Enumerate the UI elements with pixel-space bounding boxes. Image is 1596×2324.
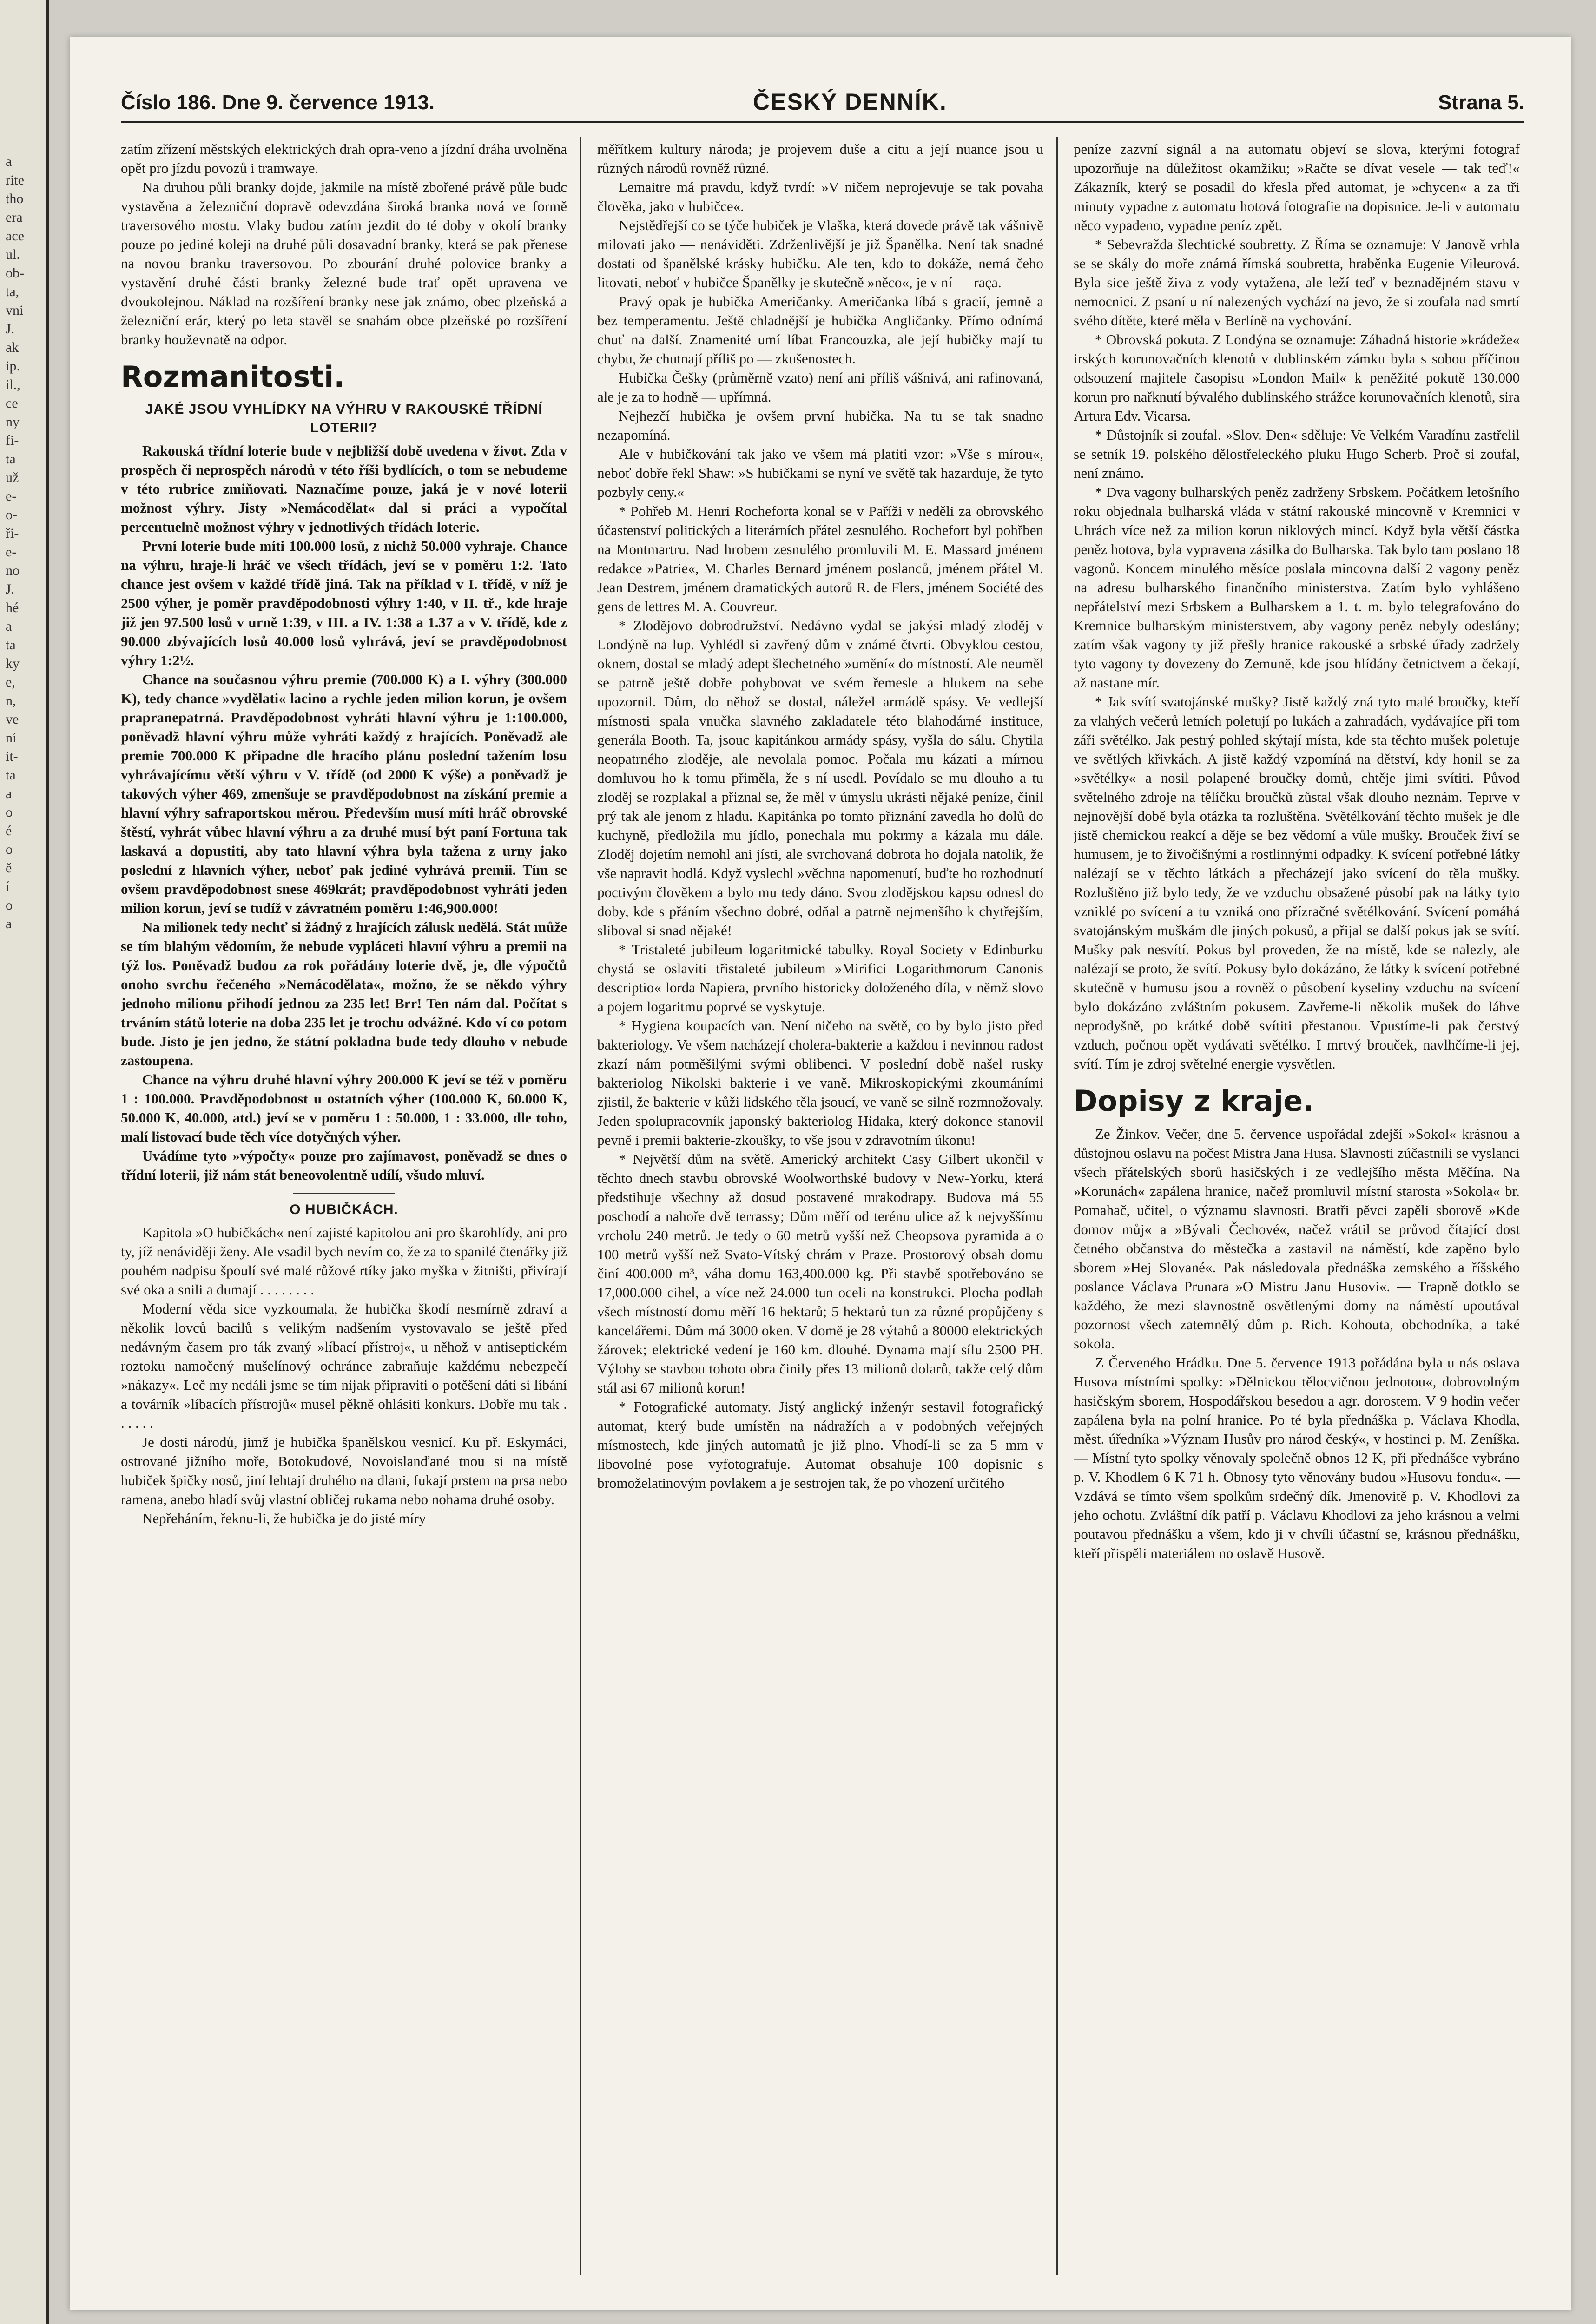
divider bbox=[293, 1193, 395, 1194]
cut-off-text-fragment: o bbox=[6, 842, 13, 857]
paragraph: Lemaitre má pravdu, když tvrdí: »V ničem neprojevuje se tak povaha člověka, jako v hubičce«. bbox=[597, 179, 1043, 214]
cut-off-text-fragment: ě bbox=[6, 860, 12, 876]
paragraph: * Sebevražda šlechtické soubretty. Z Říma se oznamuje: V Janově vrhla se se skály do moře známá římská soubretta, hraběnka Eugenie Vileurová. Byla sice ještě živa z vody vytažena, ale leží teď v beznadějném stavu v nemocnici. Z psaní u ní nalezených vychází na jevo, že si zoufala nad smrtí svého dítěte, které měla v Berlíně na vychování. bbox=[1074, 236, 1520, 329]
section-heading: Dopisy z kraje. bbox=[1074, 1084, 1314, 1118]
cut-off-text-fragment: ta bbox=[6, 767, 16, 783]
issue-date: Číslo 186. Dne 9. července 1913. bbox=[121, 91, 435, 114]
cut-off-text-fragment: era bbox=[6, 210, 23, 225]
cut-off-text-fragment: il., bbox=[6, 377, 20, 392]
cut-off-text-fragment: už bbox=[6, 470, 19, 485]
paragraph: Z Červeného Hrádku. Dne 5. července 1913 pořádána byla u nás oslava Husova místními spolky: »Dělnickou tělocvičnou jednotou«, dobrovolným hasičským sborem, Hospodářskou besedou a agr. dorostem. V 9 hodin večer zapálena byla na polní hranice. Po té byla přednáška p. Václava Khodla, měst. úředníka »Význam Husův pro národ český«, v hostinci p. M. Zeníška. — Místní tyto spolky věnovaly společně obnos 12 K, při přednášce vybráno p. V. Khodlem 6 K 71 h. Obnosy tyto věnovány budou »Husovu fondu«. — Vzdává se tímto všem spolkům srdečný dík. Jmenovitě p. V. Khodlovi za jeho ochotu. Zvláštní dík patří p. Václavu Khodlovi za jeho krásnou a velmi poutavou přednášku a všem, kdo ji v chvíli účastní se, krásnou přednášku, kteří přispěli materiálem no oslavě Husově. bbox=[1074, 1354, 1520, 1561]
paragraph: Nejstědřejší co se týče hubiček je Vlaška, která dovede právě tak vášnivě milovati jako — nenáviděti. Zdrženlivější je již Španělka. Není tak snadné dostati od španělské krásky hubičku. Ale ten, kdo to dokáže, nemá čeho litovati, neboť v hubičce Španělky je skutečně »něco«, je v ní — raça. bbox=[597, 217, 1043, 290]
cut-off-text-fragment: J. bbox=[6, 581, 15, 597]
paragraph: * Jak svítí svatojánské mušky? Jistě každý zná tyto malé broučky, kteří za vlahých večerů letních poletují po lukách a zahradách, vydávajíce při tom záři světélko. Jak pestrý pohled skýtají místa, kde sta těchto mušek poletuje ve světlých křivkách. A jistě každý vzpomíná na dětství, kdy honil se za »světélky« a nosil polapené broučky domů, chtěje jimi svítiti. Původ světelného zdroje na tělíčku broučků zůstal však dlouho neznám. Teprve v nejnovější době byla otázka ta rozluštěna. Světélkování těchto mušek je dle jistě chemickou reakcí a děje se bez vědomí a vůle mušky. Brouček živí se humusem, je to živočišnými a rostlinnými odpadky. K svícení potřebné látky nalézají se v těchto látkách a přecházejí jako svícení do těla mušky. Rozluštěno již bylo tedy, že ve vzduchu obsažené působí pak na látky tyto vzniklé po svícení a tu vzniká ono přízračné světélkování. Svícení pomáhá svatojánským muškám dle jiných pokusů, a přijal se další pokus jak se svítí. Mušky pak nesvítí. Pokus byl proveden, že na místě, kde se nalezly, ale nalézají se proto, že svítí. Pokusy bylo dokázáno, že látky k svícení potřebné skutečně v humusu jsou a rovněž o působení kyseliny vzduchu na svícení bylo dokázáno zvláštním pokusem. Zavřeme-li několik mušek do láhve neprodyšně, po krátké době svítiti přestanou. Vpustíme-li pak čerstvý vzduch, počnou opět vydávati světélko. I mrtvý brouček, navlhčíme-li jej, svítí. Tím je zdroj světelné energie vysvětlen. bbox=[1074, 693, 1520, 1072]
paragraph: Ale v hubičkování tak jako ve všem má platiti vzor: »Vše s mírou«, neboť dobře řekl Shaw: »S hubičkami se nyní ve světě tak hazarduje, že tyto pozbyly ceny.« bbox=[597, 446, 1043, 500]
cut-off-text-fragment: é bbox=[6, 823, 12, 838]
paragraph: * Tristaleté jubileum logaritmické tabulky. Royal Society v Edinburku chystá se oslaviti třistaleté jubileum »Mirifici Logarithmorum Canonis descriptio« lorda Napiera, prvního historicky doloženého díla, v němž slovo a pojem logaritmu poprvé se vyskytuje. bbox=[597, 941, 1043, 1015]
cut-off-text-fragment: ace bbox=[6, 228, 24, 244]
masthead bbox=[121, 88, 1524, 123]
paragraph: * Obrovská pokuta. Z Londýna se oznamuje: Záhadná historie »krádeže« irských korunovačních klenotů v dublinském zámku byla s sobou příčinou odsouzení majitele časopisu »London Mail« k peněžité pokutě 130.000 korun pro nařknutí bývalého dublinského strážce korunovačních klenotů, sira Artura Edv. Vicarsa. bbox=[1074, 331, 1520, 424]
cut-off-text-fragment: ve bbox=[6, 712, 19, 727]
cut-off-text-fragment: í bbox=[6, 879, 10, 894]
column-1 bbox=[121, 139, 567, 2273]
cut-off-text-fragment: e- bbox=[6, 544, 17, 560]
cut-off-text-fragment: J. bbox=[6, 321, 15, 337]
paragraph: Ze Žinkov. Večer, dne 5. července uspořádal zdejší »Sokol« krásnou a důstojnou oslavu na počest Mistra Jana Husa. Slavnosti zúčastnili se vyslanci všech přátelských sborů hasičských i ze vedlejšího města Měčína. Na »Korunách« zapálena hranice, načež promluvil místní starosta »Sokola« br. Pomahač, učitel, o významu slavnosti. Bratři pěvci zapěli sborově »Kde domov můj« a »Bývali Čechové«, načež vrátil se průvod čítající dost četného občanstva do městečka a zastavil na náměstí, kde zapěno bylo sborem »Hej Slované«. Pak následovala přednáška zemského a říšského poslance Václava Prunara »O Mistru Janu Husovi«. — Trapně dotklo se každého, že mezi slavnostně osvětlenými domy na náměstí upoutával pozornost všech zatemnělý dům p. Rich. Kohouta, obchodníka, a také sokola. bbox=[1074, 1126, 1520, 1352]
cut-off-text-fragment: a bbox=[6, 619, 12, 634]
cut-off-text-fragment: hé bbox=[6, 600, 19, 615]
paragraph: Chance na současnou výhru premie (700.000 K) a I. výhry (300.000 K), tedy chance »vydělati« lacino a rychle jeden milion korun, je ovšem prapranepatrná. Pravděpodobnost vyhráti hlavní výhru je 1:100.000, poněvadž hlavní výhru může vyhráti každý z hrajících. Poněvadž ale premie 700.000 K připadne dle hracího plánu poslední tažením losu vyhrávajícímu větší výhru v V. třídě (od 2000 K výše) a poněvadž je takových výher 469, zmenšuje se pravděpodobnost na získání premie a hlavní výhry safraportskou měrou. Především musí míti hráč obrovské štěstí, vyhrát vůbec hlavní výhru a za druhé musí být paní Fortuna tak laskavá a dopustiti, aby tato hlavní výhra byla tažena z urny jako poslední z hlavních výher, neboť pak jediné vyhrává premii. Tím se ovšem pravděpodobnost snese 469krát; pravděpodobnost vyhráti jeden milion korun, jeví se tudíž v závratném poměru 1:46,900.000! bbox=[121, 671, 567, 916]
paragraph: Moderní věda sice vyzkoumala, že hubička škodí nesmírně zdraví a několik lovců bacilů s velikým nadšením vystovavalo se ještě před nedávným časem pro ták zvaný »líbací přístroj«, u něhož v antiseptickém roztoku namočený mušelínový ochránce zabraňuje každému nebezpečí »nákazy«. Leč my nedáli jsme se tím nijak připraviti o potěšení dáti si líbání a továrník »líbacích přístrojů« musel pěkně ohlásiti konkurs. Dobře mu tak . . . . . . bbox=[121, 1301, 567, 1431]
paragraph: * Zlodějovo dobrodružství. Nedávno vydal se jakýsi mladý zloděj v Londýně na lup. Vyhlédl si zavřený dům v známé čtvrti. Obvyklou cestou, oknem, dostal se mladý adept šlechetného »umění« do místností. Ale neuměl se patrně ještě dobře pohybovat ve svém řemesle a hlukem na sebe upozornil. Dům, do něhož se dostal, náležel armádě spásy. Ve vedlejší místnosti spala vnučka slavného zakladatele této blahodárné instituce, generála Booth. Ta, jsouc kapitánkou armády spásy, vyšla do sálu. Chytila neopatrného zloděje, ale nevolala pomoc. Počala mu kázati a mírnou domluvou ho k tomu přiměla, že s ní usedl. Povídalo se mu dlouho a tu zloděj se rozplakal a přiznal se, že měl v úmyslu ukrásti nějaké peníze, činil prý tak ale jenom z hladu. Kapitánka po tomto přiznání zavedla ho dolů do kuchyně, předložila mu jídlo, ponechala mu pokrmy a kázala mu dále. Zloděj dojetím nemohl ani jísti, ale svrchovaná dobrota ho dojala natolik, že vše napravit hodlá. Když vyslechl »věchna napomenutí, buďte ho rozhodnutí poctivým člověkem a bylo mu tedy dáno. Svou zlodějskou kapsu odnesl do doby, kde s přáním všechno dobré, odňal a patrně nejmenšího k chytřejším, sliboval si snad nějaké! bbox=[597, 617, 1043, 938]
column-2 bbox=[597, 139, 1043, 2273]
section-heading: Rozmanitosti. bbox=[121, 360, 345, 394]
cut-off-text-fragment: ce bbox=[6, 396, 18, 411]
paragraph: Na druhou půli branky dojde, jakmile na místě zbořené právě půle budc vystavěna a železniční dopravě odevzdána široká branka nová ve formě traversového mostu. Vlaky budou zatím jezdit do té doby v okolí branky pouze po jediné koleji na druhé půli dosavadní branky, která se pak přenese na novou branku traversovou. Po zbourání druhé polovice branky a vystavění druhé části branky železné bude trať opět upravena ve dvoukolejnou. Náklad na rozšíření branky nese jak známo, obec plzeňská a železniční erár, který po leta stavěl se snahám obce plzeňské po rozšíření branky houževnatě na odpor. bbox=[121, 179, 567, 348]
paragraph: * Pohřeb M. Henri Rochefortа konal se v Paříži v neděli za obrovského účastenství politických a literárních přátel zesnulého. Rochefort byl pohřben na Montmartru. Nad hrobem zesnulého promluvili M. E. Massard jménem redakce »Patrie«, M. Charles Bernard jménem poslanců, jménem přátel M. Jean Destrem, jménem dramatických autorů R. de Flers, jménem Société des gens de lettres M. A. Couvreur. bbox=[597, 503, 1043, 614]
cut-off-text-fragment: no bbox=[6, 563, 20, 578]
paragraph: měřítkem kultury národa; je projevem duše a citu a její nuance jsou u různých národů rovněž různé. bbox=[597, 141, 1043, 176]
cut-off-text-fragment: ul. bbox=[6, 247, 20, 262]
cut-off-text-fragment: o bbox=[6, 898, 13, 913]
newspaper-page bbox=[70, 37, 1571, 2310]
paragraph: Nejhezčí hubička je ovšem první hubička. Na tu se tak snadno nezapomíná. bbox=[597, 408, 1043, 443]
cut-off-text-fragment: ob- bbox=[6, 265, 24, 281]
paragraph: peníze zazvní signál a na automatu objeví se slova, kterými fotograf upozorňuje na důležitost okamžiku; »Račte se dívat vesele — tak teď!« Zákazník, který se posadil do křesla před automat, je »chycen« a za tři minuty vypadne z automatu hotová fotografie na dopisnice. Je-li v automatu něco vypadeno, vypadne peníz zpět. bbox=[1074, 141, 1520, 233]
cut-off-text-fragment: a bbox=[6, 916, 12, 931]
paragraph: * Fotografické automaty. Jistý anglický inženýr sestavil fotografický automat, který bude umístěn na nádražích a v podobných veřejných místnostech, kde jiných automatů je již plno. Vhodí-li se za 5 mm v libovolné pose vyfotografuje. Automat obsahuje 100 dopisnic s bromoželatinovým povlakem a je sestrojen tak, že po vhození určitého bbox=[597, 1399, 1043, 1491]
cut-off-text-fragment: o bbox=[6, 805, 13, 820]
paragraph: * Důstojník si zoufal. »Slov. Den« sděluje: Ve Velkém Varadínu zastřelil se setník 19. polského dělostřeleckého pluku Hugo Scherb. Proč si zoufal, není známo. bbox=[1074, 427, 1520, 481]
paragraph: Na milionek tedy nechť si žádný z hrajících zálusk nedělá. Stát může se tím blahým vědomím, že nebude vypláceti hlavní výhru a premii na týž los. Poněvadž budou za rok pořádány loterie dvě, je, dle výpočtů onoho svrchu řečeného »Nemácodělata«, možno, že se někdo výhry jednoho milionu přihodí jednou za 235 let! Brr! Ten nám dal. Počítat s trváním států loterie na doba 235 let je trochu odvážné. Kdo ví co potom bude. Jisto je jen jedno, že státní pokladna bude tedy dlouho v nebude zastoupena. bbox=[121, 919, 567, 1069]
cut-off-text-fragment: vni bbox=[6, 303, 24, 318]
page-number: Strana 5. bbox=[1438, 91, 1524, 114]
paragraph: Je dosti národů, jimž je hubička španělskou vesnicí. Ku př. Eskymáci, ostrované jižního moře, Botokudové, Novoislanďané tnou si na místě hubiček špičky nosů, jiní lehtají druhého na dlani, fukají prstem na prsa nebo ramena, anebo hladí svůj vlastní obličej rukama nebo nohama druhé osoby. bbox=[121, 1434, 567, 1507]
cut-off-text-fragment: ta bbox=[6, 451, 16, 467]
cut-off-text-fragment: ní bbox=[6, 730, 17, 746]
cut-off-text-fragment: ak bbox=[6, 340, 19, 355]
cut-off-text-fragment: it- bbox=[6, 749, 18, 764]
cut-off-text-fragment: ky bbox=[6, 656, 20, 671]
column-3 bbox=[1074, 139, 1520, 2273]
cut-off-text-fragment: a bbox=[6, 786, 12, 801]
cut-off-text-fragment: ip. bbox=[6, 358, 20, 374]
adjacent-page-strip bbox=[0, 0, 49, 2324]
column-rule bbox=[1056, 137, 1058, 2275]
paragraph: zatím zřízení městských elektrických drah oprа-veno a jízdní dráha uvolněna opět pro jízdu povozů i tramwaye. bbox=[121, 141, 567, 176]
cut-off-text-fragment: rite bbox=[6, 172, 24, 188]
cut-off-text-fragment: ři- bbox=[6, 526, 19, 541]
cut-off-text-fragment: e- bbox=[6, 489, 17, 504]
cut-off-text-fragment: a bbox=[6, 154, 12, 169]
paragraph: Pravý opak je hubička Američanky. Američanka líbá s gracií, jemně a bez temperamentu. Ještě chladnější je hubička Angličanky. Přímo odnímá chuť na další. Znamenité umí líbat Francouzka, ale její hubičky mají tu chybu, že chutnají příliš po — zkušenostech. bbox=[597, 293, 1043, 367]
column-rule bbox=[580, 137, 581, 2275]
paragraph: Nepřeháním, řeknu-li, že hubička je do jisté míry bbox=[142, 1510, 426, 1526]
paragraph: * Největší dům na světě. Americký architekt Casy Gilbert ukončil v těchto dnech stavbu obrovské Woolworthské budovy v New-Yorku, která předstihuje všechny až dosud postavené mrakodrapy. Budova má 55 poschodí a nahoře dvě terrassy; Dům měří od terénu ulice až k nejvyššímu vrcholu 240 metrů. Je tedy o 60 metrů vyšší než Cheopsova pyramida a o 100 metrů vyšší než Svato-Vítský chrám v Praze. Prostorový obsah domu činí 400.000 m³, váha domu 163,400.000 kg. Při stavbě spotřebováno se 17,000.000 cihel, a více než 24.000 tun oceli na konstrukci. Plocha podlah všech místností domu měří 16 hektarů; 5 hektarů tun za různé propůjčeny s kancelářemi. Dům má 3000 oken. V domě je 28 výtahů a 80000 elektrických žárovek; elektrické vedení je 160 km. dlouhé. Dynama mají sílu 2500 PH. Výlohy se stavbou tohoto obra činily přes 13 milionů dolarů, takže celý dům stál asi 67 milionů korun! bbox=[597, 1151, 1043, 1396]
cut-off-text-fragment: n, bbox=[6, 693, 16, 708]
cut-off-text-fragment: fi- bbox=[6, 433, 19, 448]
cut-off-text-fragment: ta, bbox=[6, 284, 20, 299]
paragraph: Chance na výhru druhé hlavní výhry 200.000 K jeví se též v poměru 1 : 100.000. Pravděpodobnost u ostatních výher (100.000 K, 60.000 K, 50.000 K, 40.000, atd.) jeví se v poměru 1 : 50.000, 1 : 33.000, dle toho, malí listovací bude těch více dotyčných výher. bbox=[121, 1071, 567, 1145]
cut-off-text-fragment: tho bbox=[6, 191, 24, 206]
paragraph: * Hygiena koupacích van. Není ničeho na světě, co by bylo jisto před bakteriology. Ve všem nacházejí cholera-bakterie a každou i nevinnou radost zkazí nám potměšilými svými oblibenci. V poslední době našel rusky bakteriolog Nikolski bakterie i ve vaně. Mikroskopickými zkoumáními zjistil, že bakterie v kůži lidského těla jsoucí, ve vaně se silně rozmnožovaly. Jeden spolupracovník japonský bakteriolog Hidaka, který dokonce stanovil pevně i premii bakterie-zkoušky, to vše jsou v zdravotním úkonu! bbox=[597, 1017, 1043, 1148]
paragraph: Hubička Češky (průměrně vzato) není ani příliš vášnivá, ani rafinovaná, ale je za to hodně — upřímná. bbox=[597, 370, 1043, 405]
paragraph: První loterie bude míti 100.000 losů, z nichž 50.000 vyhraje. Chance na výhru, hraje-li hráč ve všech třídách, jeví se v poměru 1:2. Tato chance jest ovšem v každé třídě jiná. Tak na příklad v I. třídě, v níž je 2500 výher, je poměr pravděpodobnosti výhry 1:40, v II. tř., kde hraje již jen 97.500 losů v urně 1:39, v III. a IV. 1:38 a 1.37 a v V. třídě, kde z 90.000 zbývajících losů 40.000 losů vyhrává, jeví se pravděpodobnost výhry 1:2½. bbox=[121, 538, 567, 668]
paragraph: Kapitola »O hubičkách« není zajisté kapitolou ani pro škarohlídy, ani pro ty, jíž nenáviději ženy. Ale vsadil bych nevím co, že za to spanilé čtenářky již pouhém nadpisu špoulí své malé růžové rtíky jako myška v žitništi, přivírají své oka a snili a dumají . . . . . . . . bbox=[121, 1224, 567, 1298]
cut-off-text-fragment: o- bbox=[6, 507, 17, 522]
paragraph: Uvádíme tyto »výpočty« pouze pro zajímavost, poněvadž se dnes o třídní loterii, již nám stát beneovolentně udílí, všudo mluví. bbox=[121, 1148, 567, 1183]
article-heading: O HUBIČKÁCH. bbox=[290, 1202, 398, 1217]
newspaper-title: ČESKÝ DENNÍK. bbox=[753, 89, 947, 115]
paragraph: Rakouská třídní loterie bude v nejbližší době uvedena v život. Zda v prospěch či neprospěch národů v této říši bydlících, o tom se nebudeme v této rubrice zmiňovati. Naznačíme pouze, jaká je v nové loterii možnost výhry. Jisty »Nemácodělat« dal si práci a vypočítal percentuelně možnost výhry v jednotlivých třídách loterie. bbox=[121, 442, 567, 535]
cut-off-text-fragment: e, bbox=[6, 674, 15, 690]
cut-off-text-fragment: ny bbox=[6, 414, 20, 429]
article-heading: JAKÉ JSOU VYHLÍDKY NA VÝHRU V RAKOUSKÉ TŘÍDNÍ LOTERII? bbox=[145, 402, 543, 436]
paragraph: * Dva vagony bulharských peněz zadrženy Srbskem. Počátkem letošního roku objednala bulharská vláda v státní rakouské mincovně v Kremnici v Uhrách více než za milion korun niklových mincí. Když byla větší částka peněz hotova, byla vypravena zásilka do Bulharska. Tak bylo tam poslano 18 vagonů. Koncem minulého měsíce poslala mincovna další 2 vagony peněz na adresu bulharského finančního ministerstva. Zatím bylo vyhlášeno nepřátelství mezi Srbskem a Bulharskem a 1. t. m. bylo telegrafováno do Kremnice bulharským ministerstvem, aby vagony peněz nebyly odeslány; zatím však vagony ty již přešly hranice rakouské a srbské úřady zadržely tyto vagony ty dovezeny do Zemuně, kde jsou hlídány četnictvem a čekají, až nastane mír. bbox=[1074, 484, 1520, 691]
cut-off-text-fragment: ta bbox=[6, 637, 16, 653]
